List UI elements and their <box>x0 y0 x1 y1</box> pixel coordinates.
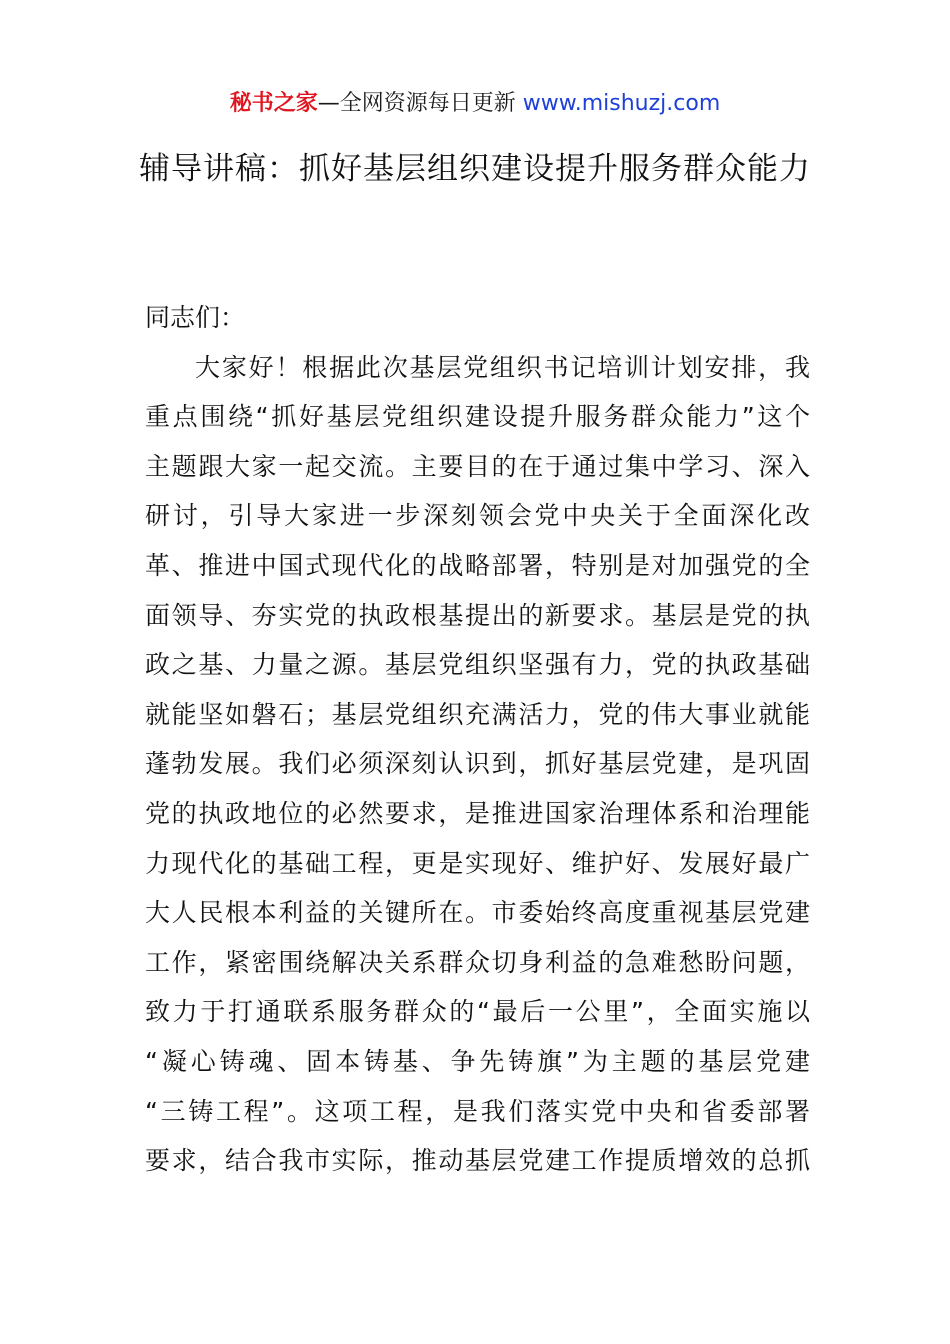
header-tagline: —全网资源每日更新 <box>317 91 523 116</box>
paragraph-line: “三铸工程”。这项工程，是我们落实党中央和省委部署 <box>145 1096 810 1126</box>
greeting: 同志们： <box>145 303 246 332</box>
paragraph-line: 政之基、力量之源。基层党组织坚强有力，党的执政基础 <box>145 650 810 680</box>
paragraph-line: 党的执政地位的必然要求，是推进国家治理体系和治理能 <box>145 798 810 828</box>
paragraph-line: 重点围绕“抓好基层党组织建设提升服务群众能力”这个 <box>145 402 810 432</box>
site-header <box>0 88 950 120</box>
paragraph-line: 蓬勃发展。我们必须深刻认识到，抓好基层党建，是巩固 <box>145 749 810 779</box>
paragraph-line: “凝心铸魂、固本铸基、争先铸旗”为主题的基层党建 <box>145 1046 810 1076</box>
paragraph-line: 革、推进中国式现代化的战略部署，特别是对加强党的全 <box>145 550 810 580</box>
paragraph-line: 力现代化的基础工程，更是实现好、维护好、发展好最广 <box>145 848 810 878</box>
paragraph-line: 就能坚如磐石；基层党组织充满活力，党的伟大事业就能 <box>145 699 810 729</box>
paragraph-line: 大人民根本利益的关键所在。市委始终高度重视基层党建 <box>145 898 810 928</box>
document-body <box>145 293 810 1186</box>
brand-name: 秘书之家 <box>229 91 318 116</box>
paragraph-line: 要求，结合我市实际，推动基层党建工作提质增效的总抓 <box>145 1146 810 1176</box>
paragraph-line: 致力于打通联系服务群众的“最后一公里”，全面实施以 <box>145 997 810 1027</box>
paragraph-line: 研讨，引导大家进一步深刻领会党中央关于全面深化改 <box>145 501 810 531</box>
paragraph-line: 大家好！根据此次基层党组织书记培训计划安排，我 <box>195 352 810 382</box>
paragraph <box>145 343 810 1186</box>
site-url: www.mishuzj.com <box>522 91 721 116</box>
paragraph-line: 面领导、夯实党的执政根基提出的新要求。基层是党的执 <box>145 600 810 630</box>
paragraph-line: 工作，紧密围绕解决关系群众切身利益的急难愁盼问题， <box>145 947 810 977</box>
paragraph-line: 主题跟大家一起交流。主要目的在于通过集中学习、深入 <box>145 451 810 481</box>
document-title: 辅导讲稿：抓好基层组织建设提升服务群众能力 <box>139 151 811 187</box>
